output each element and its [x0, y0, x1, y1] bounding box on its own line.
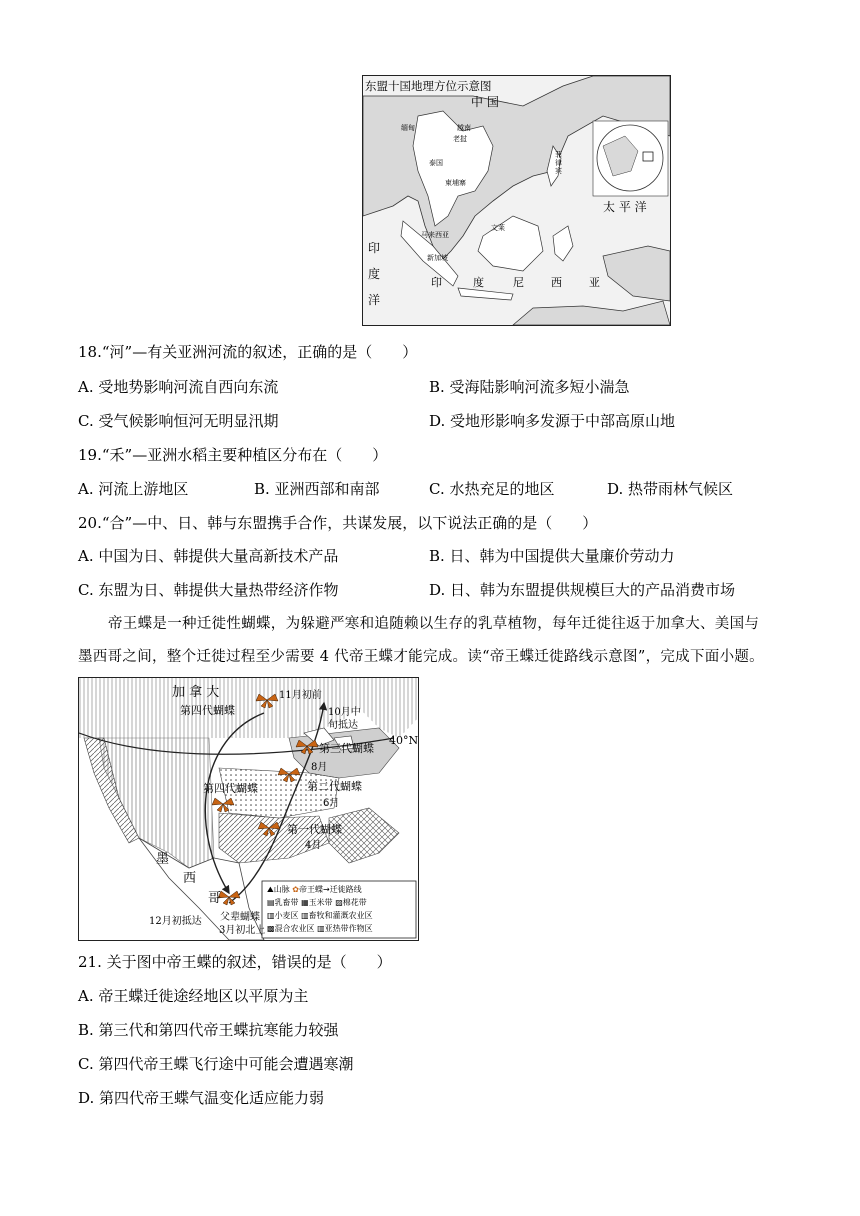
label-mexico-3: 哥 [208, 891, 222, 906]
label-brunei: 文莱 [491, 224, 505, 232]
legend-route: 迁徙路线 [329, 885, 362, 894]
label-cambodia: 柬埔寨 [445, 179, 466, 187]
question-18-option-c[interactable]: C. 受气候影响恒河无明显汛期 [78, 412, 279, 430]
label-indian-ocean-2: 度 [368, 267, 381, 281]
asean-map [362, 75, 671, 326]
question-18-option-b[interactable]: B. 受海陆影响河流多短小湍急 [429, 378, 630, 396]
label-gen1: 第一代蝴蝶 [287, 823, 342, 836]
label-indian-ocean-1: 印 [368, 241, 381, 255]
label-pacific: 太 平 洋 [603, 200, 647, 214]
question-21-option-c[interactable]: C. 第四代帝王蝶飞行途中可能会遭遇寒潮 [78, 1055, 354, 1073]
label-gen4-top: 第四代蝴蝶 [180, 704, 235, 717]
label-philippines: 菲律宾 [555, 151, 562, 175]
label-indonesia-3: 尼 [513, 276, 524, 289]
butterfly-migration-map [78, 677, 419, 941]
question-19-option-b[interactable]: B. 亚洲西部和南部 [254, 480, 380, 498]
label-gen3: 第三代蝴蝶 [319, 742, 374, 755]
label-mar: 3月初北上 [219, 925, 266, 936]
question-18-option-d[interactable]: D. 受地形影响多发源于中部高原山地 [429, 412, 676, 430]
label-mexico-1: 墨 [156, 852, 170, 867]
legend-row-2: ▤乳畜带 ▦玉米带 ▨棉花带 [267, 898, 367, 907]
label-indonesia-4: 西 [551, 276, 562, 289]
legend-row-1: ⛰山脉 ✿帝王蝶→迁徙路线 [267, 885, 362, 894]
legend-ranch: 畜牧和灌溉农业区 [308, 911, 373, 920]
label-mexico-2: 西 [183, 871, 197, 886]
question-19-stem: 19.“禾”—亚洲水稻主要种植区分布在（ ） [78, 446, 388, 464]
legend-row-3: ▥小麦区 ▥畜牧和灌溉农业区 [267, 911, 373, 920]
label-indonesia-5: 亚 [589, 276, 600, 289]
label-parent: 父辈蝴蝶 [220, 912, 260, 923]
legend-wheat: 小麦区 [274, 911, 299, 920]
map-legend [267, 883, 415, 935]
label-canada: 加 拿 大 [172, 685, 220, 700]
question-20-option-c[interactable]: C. 东盟为日、韩提供大量热带经济作物 [78, 581, 339, 599]
label-aug: 8月 [311, 762, 328, 773]
question-21-option-a[interactable]: A. 帝王蝶迁徙途经地区以平原为主 [78, 987, 309, 1005]
label-gen4-mid: 第四代蝴蝶 [203, 782, 258, 795]
legend-subtropical: 亚热带作物区 [324, 924, 373, 933]
label-china: 中 国 [471, 95, 499, 109]
legend-row-4: ▩混合农业区 ▥亚热带作物区 [267, 924, 373, 933]
legend-mixed: 混合农业区 [274, 924, 315, 933]
label-gen2: 第二代蝴蝶 [307, 780, 362, 793]
question-20-option-a[interactable]: A. 中国为日、韩提供大量高新技术产品 [78, 547, 339, 565]
question-20-option-d[interactable]: D. 日、韩为东盟提供规模巨大的产品消费市场 [429, 581, 736, 599]
question-21-stem: 21. 关于图中帝王蝶的叙述，错误的是（ ） [78, 953, 392, 971]
passage-line-1: 帝王蝶是一种迁徙性蝴蝶，为躲避严寒和追随赖以生存的乳草植物，每年迁徙往返于加拿大、美国与 [108, 616, 760, 632]
question-18-option-a[interactable]: A. 受地势影响河流自西向东流 [78, 378, 279, 396]
legend-butterfly: 帝王蝶 [298, 885, 323, 894]
label-apr: 4月 [305, 840, 322, 851]
question-21-option-d[interactable]: D. 第四代帝王蝶气温变化适应能力弱 [78, 1089, 325, 1107]
question-19-option-d[interactable]: D. 热带雨林气候区 [607, 480, 734, 498]
legend-cotton: 棉花带 [342, 898, 367, 907]
label-indian-ocean-3: 洋 [368, 293, 381, 307]
question-20-stem: 20.“合”—中、日、韩与东盟携手合作，共谋发展，以下说法正确的是（ ） [78, 514, 598, 532]
legend-mountain: 山脉 [273, 885, 290, 894]
asean-map-title: 东盟十国地理方位示意图 [365, 79, 492, 93]
label-indonesia-1: 印 [431, 276, 442, 289]
legend-dairy: 乳畜带 [274, 898, 299, 907]
label-dec: 12月初抵达 [149, 916, 202, 927]
label-malaysia: 马来西亚 [421, 231, 449, 239]
label-40n: 40°N [389, 734, 419, 747]
label-myanmar: 缅甸 [401, 124, 415, 132]
question-19-option-c[interactable]: C. 水热充足的地区 [429, 480, 555, 498]
label-vietnam: 越南 [457, 124, 471, 132]
question-19-option-a[interactable]: A. 河流上游地区 [78, 480, 189, 498]
label-jun: 6月 [323, 798, 340, 809]
label-thailand: 泰国 [429, 159, 443, 167]
question-18-stem: 18.“河”—有关亚洲河流的叙述，正确的是（ ） [78, 343, 418, 361]
label-laos: 老挝 [453, 135, 467, 143]
label-oct2: 旬抵达 [328, 720, 358, 731]
passage-line-2: 墨西哥之间，整个迁徙过程至少需要 4 代帝王蝶才能完成。读“帝王蝶迁徙路线示意图”，完成下面小题。 [78, 649, 764, 665]
label-nov: 11月初前 [279, 690, 322, 701]
question-21-option-b[interactable]: B. 第三代和第四代帝王蝶抗寒能力较强 [78, 1021, 339, 1039]
question-20-option-b[interactable]: B. 日、韩为中国提供大量廉价劳动力 [429, 547, 675, 565]
label-singapore: 新加坡 [427, 254, 448, 262]
label-indonesia-2: 度 [473, 276, 484, 289]
legend-corn: 玉米带 [308, 898, 333, 907]
label-oct: 10月中 [328, 707, 361, 718]
